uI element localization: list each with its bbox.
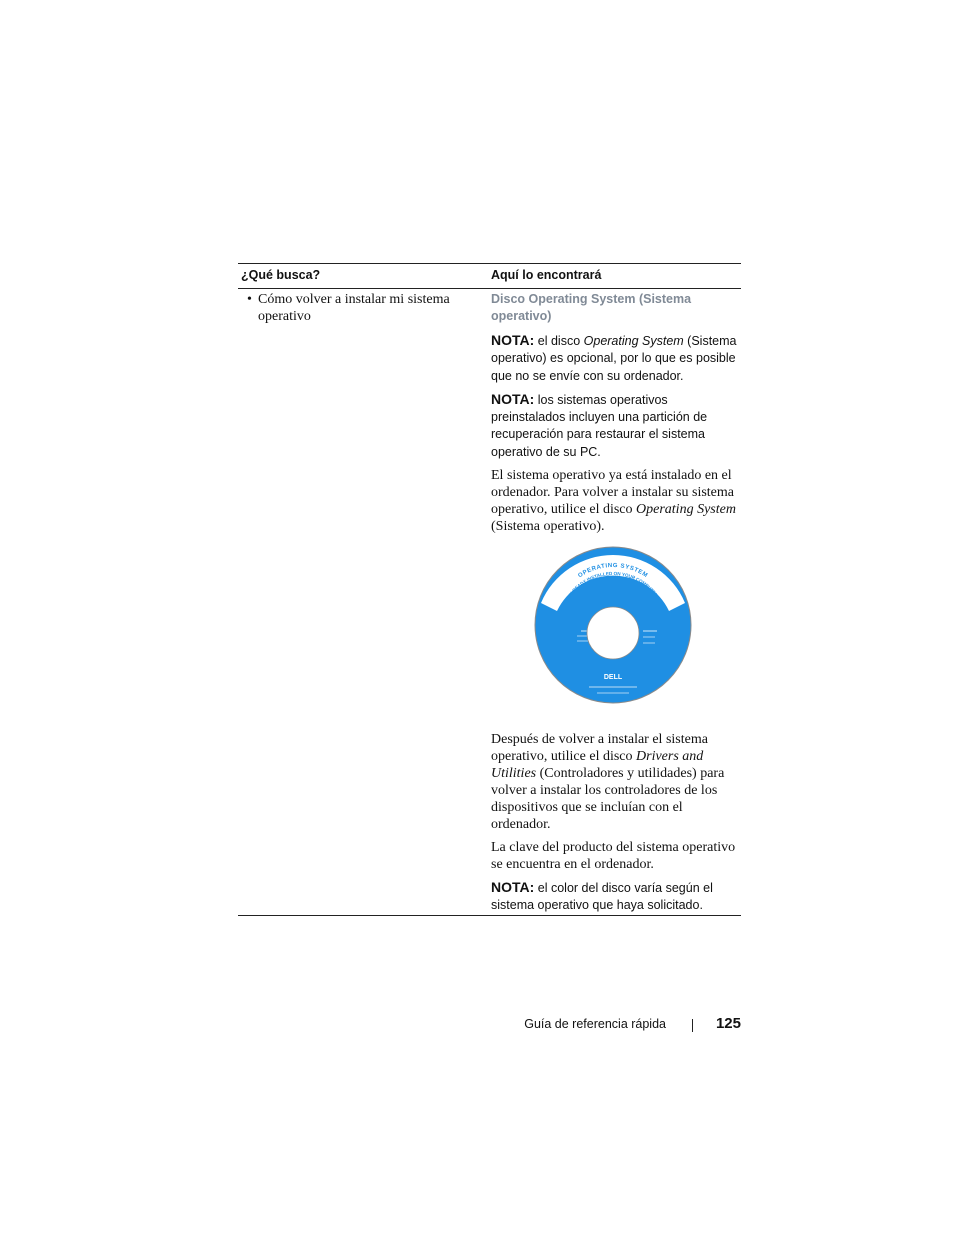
page-footer	[0, 1015, 954, 1035]
disc-name-italic: Operating System	[583, 334, 684, 348]
paragraph-product-key: La clave del producto del sistema operativo se encuentra en el ordenador.	[491, 840, 736, 873]
note-optional-disc: NOTA: el disco Operating System (Sistema operativo) es opcional, por lo que es posible que no se envíe con su ordenador.	[491, 332, 737, 383]
note-label: NOTA:	[491, 390, 535, 407]
table-bottom-rule	[238, 915, 741, 916]
bullet-text: Cómo volver a instalar mi sistema operativo	[258, 292, 450, 324]
section-heading: Disco Operating System (Sistema operativo)	[491, 292, 692, 323]
operating-system-disc-image	[533, 545, 693, 705]
table-top-rule	[238, 263, 741, 264]
page-number: 125	[715, 1015, 741, 1032]
disc-center-hole	[587, 607, 639, 659]
column-header-what: ¿Qué busca?	[241, 268, 321, 282]
column-header-where: Aquí lo encontrará	[491, 268, 602, 282]
footer-title: Guía de referencia rápida	[524, 1017, 666, 1031]
footer-separator	[692, 1019, 693, 1032]
note-label: NOTA:	[491, 332, 535, 348]
table-row-right-cell	[491, 291, 739, 921]
note-disc-color: NOTA: el color del disco varía según el sistema operativo que haya solicitado.	[491, 879, 713, 913]
note-label: NOTA:	[491, 879, 535, 896]
table-header-rule	[238, 288, 741, 289]
note-recovery-partition: NOTA: los sistemas operativos preinstalados incluyen una partición de recuperación para restaurar el sistema operativo de su PC.	[491, 390, 708, 459]
paragraph-drivers: Después de volver a instalar el sistema operativo, utilice el disco Drivers and Utilities (Controladores y utilidades) para volver a instalar los controladores de los dispositivos que se incluían con el ordenador.	[491, 732, 725, 833]
dell-logo: DELL	[603, 674, 623, 682]
disc-subtitle-text: ALREADY INSTALLED ON YOUR COMPUTER	[567, 571, 659, 598]
disc-title-text: OPERATING SYSTEM	[577, 563, 649, 580]
paragraph-reinstall: El sistema operativo ya está instalado en el ordenador. Para volver a instalar su sistema operativo, utilice el disco Operating System (Sistema operativo).	[491, 468, 736, 535]
disc-image-container	[491, 545, 739, 705]
table-row-left-cell	[247, 291, 477, 325]
bullet-icon: •	[247, 292, 252, 307]
